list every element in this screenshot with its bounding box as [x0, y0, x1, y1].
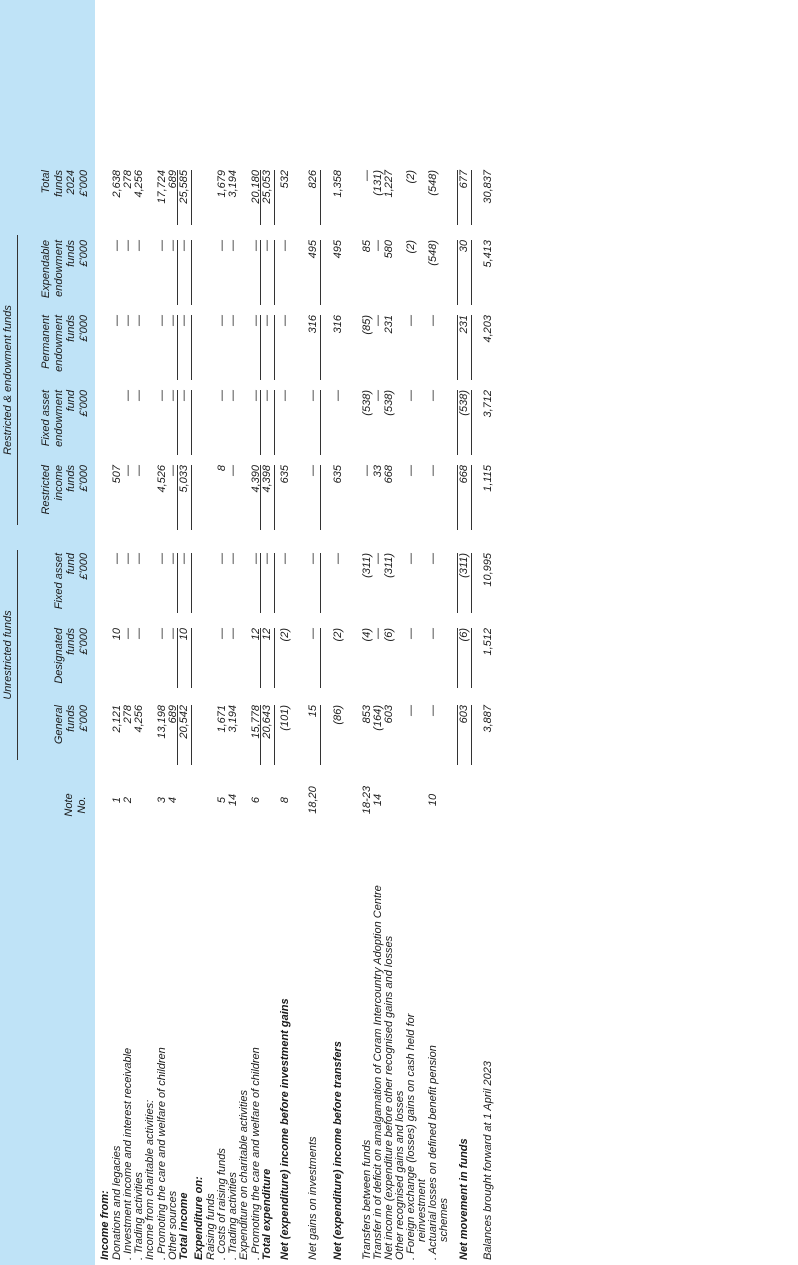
- row-cell-permanent-endowment: —: [279, 315, 291, 326]
- row-cell-total: 1,227: [383, 170, 395, 198]
- column-header-line: No.: [75, 796, 88, 814]
- row-cell-expendable-endowment: —: [111, 240, 123, 251]
- row-cell-note: 10: [427, 793, 439, 807]
- row-cell-total: 17,724: [156, 170, 168, 204]
- row-cell-permanent-endowment: —: [167, 315, 179, 326]
- row-cell-fixed-asset: —: [133, 553, 145, 564]
- row-cell-fixed-asset-endowment: —: [261, 390, 273, 401]
- total-rule: [274, 705, 275, 765]
- row-cell-expendable-endowment: 85: [361, 240, 373, 253]
- row-cell-fixed-asset-endowment: —: [227, 390, 239, 401]
- row-cell-expendable-endowment: 30: [458, 240, 470, 253]
- total-rule: [177, 705, 178, 765]
- row-label: Raising funds: [205, 1193, 217, 1260]
- row-cell-fixed-asset: —: [427, 553, 439, 564]
- total-rule: [274, 170, 275, 225]
- total-rule: [274, 240, 275, 305]
- row-cell-restricted-income: 1,115: [482, 465, 494, 492]
- row-cell-restricted-income: —: [122, 465, 134, 476]
- row-cell-fixed-asset: —: [372, 553, 384, 564]
- row-cell-general: 3,887: [482, 705, 494, 733]
- total-rule: [191, 390, 192, 455]
- row-cell-permanent-endowment: —: [427, 315, 439, 326]
- row-cell-designated: 12: [261, 628, 273, 641]
- column-header-line: £'000: [77, 553, 90, 580]
- total-rule: [274, 390, 275, 455]
- column-header-line: Restricted: [40, 465, 52, 515]
- column-header-line: funds: [52, 170, 65, 197]
- row-cell-general: 20,643: [261, 705, 273, 739]
- column-header-line: Expendable: [40, 240, 52, 299]
- row-cell-general: (86): [332, 705, 344, 725]
- row-cell-total: —: [361, 170, 373, 181]
- row-cell-fixed-asset: —: [227, 553, 239, 564]
- column-header-line: General: [52, 705, 65, 745]
- total-rule: [457, 465, 458, 530]
- row-cell-general: 15: [307, 705, 319, 718]
- column-header-note: [60, 775, 88, 835]
- row-cell-note: 2: [122, 796, 134, 804]
- row-cell-designated: —: [372, 628, 384, 639]
- row-cell-expendable-endowment: —: [372, 240, 384, 251]
- total-rule: [177, 628, 178, 688]
- total-rule: [471, 553, 472, 613]
- row-cell-general: 689: [167, 705, 179, 724]
- total-rule: [471, 628, 472, 688]
- total-rule: [177, 553, 178, 613]
- row-cell-fixed-asset: —: [167, 553, 179, 564]
- row-cell-total: 1,679: [216, 170, 228, 198]
- row-label: . Promoting the care and welfare of children: [156, 1047, 168, 1260]
- row-cell-designated: 10: [111, 628, 123, 641]
- row-cell-restricted-income: 4,390: [250, 465, 262, 493]
- row-cell-note: 14: [372, 793, 384, 807]
- row-cell-permanent-endowment: —: [178, 315, 190, 326]
- total-rule: [457, 170, 458, 225]
- total-rule: [260, 705, 261, 765]
- total-rule: [320, 628, 321, 688]
- row-cell-general: 278: [122, 705, 134, 724]
- row-cell-note: 4: [167, 796, 179, 804]
- row-label: Net (expenditure) income before transfers: [332, 1041, 344, 1260]
- row-cell-fixed-asset-endowment: —: [250, 390, 262, 401]
- row-cell-note: 5: [216, 796, 228, 804]
- row-cell-fixed-asset: —: [332, 553, 344, 564]
- row-cell-permanent-endowment: —: [250, 315, 262, 326]
- row-cell-expendable-endowment: (548): [427, 240, 439, 266]
- row-cell-note: 3: [156, 796, 168, 804]
- row-label: Total income: [178, 1192, 190, 1260]
- row-cell-restricted-income: 635: [279, 465, 291, 484]
- row-cell-permanent-endowment: —: [405, 315, 417, 326]
- row-cell-restricted-income: —: [133, 465, 145, 476]
- row-cell-total: 20,180: [250, 170, 262, 204]
- row-cell-fixed-asset-endowment: —: [405, 390, 417, 401]
- row-cell-designated: 10: [178, 628, 190, 641]
- row-cell-designated: —: [427, 628, 439, 639]
- row-cell-fixed-asset-endowment: (538): [458, 390, 470, 416]
- row-cell-fixed-asset-endowment: —: [167, 390, 179, 401]
- row-cell-designated: (6): [383, 628, 395, 642]
- row-cell-fixed-asset: (311): [458, 553, 470, 578]
- column-header-line: £'000: [77, 465, 90, 492]
- row-cell-restricted-income: —: [427, 465, 439, 476]
- row-cell-designated: —: [156, 628, 168, 639]
- column-header-line: Fixed asset: [52, 553, 65, 610]
- row-cell-general: 2,121: [111, 705, 123, 733]
- row-cell-general: 3,194: [227, 705, 239, 733]
- row-cell-designated: —: [133, 628, 145, 639]
- row-cell-total: 826: [307, 170, 319, 189]
- row-cell-expendable-endowment: —: [156, 240, 168, 251]
- total-rule: [191, 465, 192, 530]
- row-label: Transfers between funds: [361, 1139, 373, 1260]
- total-rule: [320, 705, 321, 765]
- row-cell-general: 603: [458, 705, 470, 724]
- total-rule: [457, 315, 458, 380]
- row-cell-note: 8: [279, 796, 291, 804]
- row-cell-designated: —: [122, 628, 134, 639]
- row-cell-permanent-endowment: 316: [332, 315, 344, 334]
- column-header-line: fund: [65, 390, 77, 412]
- row-cell-designated: 12: [250, 628, 262, 641]
- row-cell-expendable-endowment: 495: [332, 240, 344, 259]
- row-cell-fixed-asset-endowment: (538): [361, 390, 373, 416]
- column-header-line: £'000: [77, 628, 90, 655]
- row-cell-total: 532: [279, 170, 291, 189]
- column-header-total: [22, 170, 90, 235]
- row-cell-permanent-endowment: —: [156, 315, 168, 326]
- row-cell-expendable-endowment: —: [178, 240, 190, 251]
- total-rule: [177, 240, 178, 305]
- total-rule: [274, 465, 275, 530]
- row-cell-designated: —: [405, 628, 417, 639]
- column-header-fixed-asset: [22, 553, 90, 623]
- column-header-line: fund: [65, 553, 77, 575]
- total-rule: [320, 170, 321, 225]
- row-label: . Trading activities: [227, 1172, 239, 1260]
- row-cell-total: 689: [167, 170, 179, 189]
- row-label: Expenditure on:: [193, 1176, 205, 1260]
- row-label: Donations and legacies: [111, 1145, 123, 1260]
- row-cell-permanent-endowment: —: [133, 315, 145, 326]
- row-cell-note: 1: [111, 796, 123, 804]
- row-cell-designated: —: [216, 628, 228, 639]
- column-header-designated: [22, 628, 90, 698]
- row-cell-fixed-asset-endowment: —: [279, 390, 291, 401]
- total-rule: [457, 553, 458, 613]
- row-cell-fixed-asset-endowment: —: [427, 390, 439, 401]
- row-cell-fixed-asset: (311): [361, 553, 373, 578]
- total-rule: [191, 628, 192, 688]
- row-label: . Promoting the care and welfare of children: [250, 1047, 262, 1260]
- column-header-line: Permanent: [40, 315, 52, 369]
- row-cell-general: (101): [279, 705, 291, 731]
- column-header-line: income: [52, 465, 65, 501]
- row-cell-permanent-endowment: 231: [458, 315, 470, 334]
- row-cell-fixed-asset: —: [279, 553, 291, 564]
- total-rule: [177, 315, 178, 380]
- column-header-restricted-income: [22, 465, 90, 540]
- row-cell-total: 25,053: [261, 170, 273, 204]
- total-rule: [260, 553, 261, 613]
- column-header-line: Designated: [52, 628, 65, 684]
- row-cell-expendable-endowment: —: [261, 240, 273, 251]
- column-header-line: endowment: [52, 240, 65, 297]
- row-cell-expendable-endowment: —: [250, 240, 262, 251]
- row-cell-designated: (4): [361, 628, 373, 642]
- row-cell-expendable-endowment: 495: [307, 240, 319, 259]
- row-cell-designated: —: [227, 628, 239, 639]
- row-cell-expendable-endowment: —: [279, 240, 291, 251]
- row-cell-fixed-asset-endowment: —: [307, 390, 319, 401]
- column-header-permanent-endowment: [22, 315, 90, 390]
- row-label: Total expenditure: [261, 1168, 273, 1260]
- row-cell-general: 15,778: [250, 705, 262, 739]
- row-cell-designated: —: [167, 628, 179, 639]
- row-cell-restricted-income: —: [167, 465, 179, 476]
- total-rule: [191, 315, 192, 380]
- row-label: Other sources: [167, 1190, 179, 1260]
- row-cell-restricted-income: —: [227, 465, 239, 476]
- total-rule: [457, 240, 458, 305]
- row-cell-fixed-asset: —: [405, 553, 417, 564]
- row-cell-fixed-asset-endowment: —: [133, 390, 145, 401]
- total-rule: [260, 390, 261, 455]
- row-cell-general: 20,542: [178, 705, 190, 739]
- row-cell-expendable-endowment: (2): [405, 240, 417, 254]
- total-rule: [177, 390, 178, 455]
- row-cell-restricted-income: 5,033: [178, 465, 190, 493]
- row-label: . Investment income and interest receivable: [122, 1047, 134, 1260]
- row-cell-restricted-income: 668: [458, 465, 470, 484]
- row-cell-permanent-endowment: —: [227, 315, 239, 326]
- row-cell-total: 677: [458, 170, 470, 189]
- column-header-line: funds: [65, 465, 77, 492]
- row-cell-general: (164): [372, 705, 384, 731]
- row-cell-total: 3,194: [227, 170, 239, 198]
- row-cell-restricted-income: 4,398: [261, 465, 273, 493]
- row-cell-expendable-endowment: 580: [383, 240, 395, 259]
- column-header-line: £'000: [77, 315, 90, 342]
- total-rule: [457, 628, 458, 688]
- row-cell-fixed-asset: —: [261, 553, 273, 564]
- row-cell-note: 18,20: [307, 786, 319, 814]
- row-cell-restricted-income: —: [405, 465, 417, 476]
- row-cell-fixed-asset: —: [178, 553, 190, 564]
- row-cell-designated: (2): [332, 628, 344, 642]
- row-cell-expendable-endowment: —: [227, 240, 239, 251]
- column-header-line: funds: [65, 705, 77, 732]
- row-cell-fixed-asset: —: [250, 553, 262, 564]
- row-cell-expendable-endowment: —: [133, 240, 145, 251]
- total-rule: [320, 240, 321, 305]
- row-cell-fixed-asset-endowment: —: [332, 390, 344, 401]
- row-cell-fixed-asset: (311): [383, 553, 395, 578]
- total-rule: [471, 170, 472, 225]
- total-rule: [457, 390, 458, 455]
- total-rule: [260, 465, 261, 530]
- column-header-line: £'000: [77, 170, 90, 197]
- row-cell-restricted-income: 635: [332, 465, 344, 484]
- row-cell-designated: 1,512: [482, 628, 494, 656]
- row-cell-general: 1,671: [216, 705, 228, 733]
- column-header-line: Total: [40, 170, 52, 194]
- row-cell-total: 1,358: [332, 170, 344, 198]
- total-rule: [177, 465, 178, 530]
- row-label: Net movement in funds: [458, 1138, 470, 1260]
- row-cell-restricted-income: 507: [111, 465, 123, 484]
- total-rule: [177, 170, 178, 225]
- row-cell-designated: —: [307, 628, 319, 639]
- row-label: schemes: [438, 1197, 450, 1242]
- row-cell-fixed-asset: —: [307, 553, 319, 564]
- row-label: reinvestment: [416, 1179, 428, 1242]
- row-label: Other recognised gains and losses: [394, 1090, 406, 1260]
- total-rule: [320, 315, 321, 380]
- row-cell-total: (131): [372, 170, 384, 196]
- row-cell-fixed-asset: —: [122, 553, 134, 564]
- row-cell-general: 603: [383, 705, 395, 724]
- row-cell-fixed-asset: 10,995: [482, 553, 494, 587]
- row-label: Net (expenditure) income before investment gains: [279, 998, 291, 1260]
- total-rule: [320, 465, 321, 530]
- total-rule: [320, 390, 321, 455]
- row-label: Income from:: [99, 1190, 111, 1260]
- row-label: Transfer in of deficit on amalgamation of Coram Intercountry Adoption Centre: [372, 885, 384, 1260]
- row-cell-permanent-endowment: 231: [383, 315, 395, 334]
- row-label: . Foreign exchange (losses) gains on cash held for: [405, 1013, 417, 1260]
- row-label: Net income (expenditure before other recognised gains and losses: [383, 935, 395, 1260]
- column-header-line: £'000: [77, 705, 90, 732]
- row-cell-permanent-endowment: —: [216, 315, 228, 326]
- row-cell-general: —: [427, 705, 439, 716]
- row-cell-fixed-asset: —: [216, 553, 228, 564]
- total-rule: [260, 240, 261, 305]
- row-cell-permanent-endowment: 4,203: [482, 315, 494, 343]
- row-cell-general: —: [405, 705, 417, 716]
- total-rule: [191, 553, 192, 613]
- total-rule: [471, 465, 472, 530]
- row-cell-fixed-asset: —: [156, 553, 168, 564]
- column-header-line: Note: [63, 793, 75, 817]
- total-rule: [320, 553, 321, 613]
- group-restricted-rule: [17, 235, 18, 525]
- row-cell-expendable-endowment: 5,413: [482, 240, 494, 268]
- row-cell-designated: (2): [279, 628, 291, 642]
- group-restricted: Restricted & endowment funds: [2, 305, 14, 455]
- row-cell-fixed-asset-endowment: —: [372, 390, 384, 401]
- row-cell-fixed-asset: —: [111, 553, 123, 564]
- column-header-line: funds: [65, 240, 77, 267]
- row-cell-note: 6: [250, 796, 262, 804]
- row-label: Balances brought forward at 1 April 2023: [482, 1061, 494, 1260]
- column-header-line: endowment: [52, 390, 65, 447]
- row-cell-permanent-endowment: —: [261, 315, 273, 326]
- row-cell-total: 25,585: [178, 170, 190, 204]
- column-header-line: 2024: [65, 170, 77, 195]
- total-rule: [471, 240, 472, 305]
- total-rule: [191, 240, 192, 305]
- row-cell-total: 2,638: [111, 170, 123, 198]
- row-label: . Trading activities: [133, 1172, 145, 1260]
- row-label: Income from charitable activities:: [144, 1099, 156, 1260]
- row-cell-expendable-endowment: —: [167, 240, 179, 251]
- row-cell-total: (548): [427, 170, 439, 196]
- row-cell-permanent-endowment: —: [111, 315, 123, 326]
- total-rule: [191, 705, 192, 765]
- column-header-line: funds: [65, 628, 77, 655]
- row-cell-fixed-asset-endowment: —: [178, 390, 190, 401]
- group-unrestricted: Unrestricted funds: [2, 610, 14, 700]
- row-label: Net gains on investments: [307, 1136, 319, 1260]
- total-rule: [457, 705, 458, 765]
- row-label: Expenditure on charitable activities: [238, 1090, 250, 1260]
- total-rule: [274, 315, 275, 380]
- row-cell-permanent-endowment: —: [372, 315, 384, 326]
- total-rule: [260, 170, 261, 225]
- total-rule: [471, 315, 472, 380]
- row-cell-permanent-endowment: 316: [307, 315, 319, 334]
- row-cell-expendable-endowment: —: [216, 240, 228, 251]
- row-cell-restricted-income: —: [361, 465, 373, 476]
- column-header-line: £'000: [77, 390, 90, 417]
- group-unrestricted-rule: [17, 550, 18, 760]
- row-cell-fixed-asset-endowment: —: [216, 390, 228, 401]
- total-rule: [471, 390, 472, 455]
- row-cell-fixed-asset-endowment: (538): [383, 390, 395, 416]
- row-cell-total: 278: [122, 170, 134, 189]
- row-cell-permanent-endowment: —: [122, 315, 134, 326]
- column-header-line: endowment: [52, 315, 65, 372]
- row-cell-general: 13,198: [156, 705, 168, 739]
- total-rule: [274, 553, 275, 613]
- row-cell-restricted-income: —: [307, 465, 319, 476]
- column-header-general: [22, 705, 90, 775]
- total-rule: [274, 628, 275, 688]
- row-cell-total: 30,837: [482, 170, 494, 204]
- column-header-expendable-endowment: [22, 240, 90, 315]
- column-header-line: funds: [65, 315, 77, 342]
- column-header-line: £'000: [77, 240, 90, 267]
- row-cell-designated: (6): [458, 628, 470, 642]
- row-cell-restricted-income: 668: [383, 465, 395, 484]
- total-rule: [471, 705, 472, 765]
- row-label: . Costs of raising funds: [216, 1148, 228, 1260]
- total-rule: [191, 170, 192, 225]
- row-cell-total: (2): [405, 170, 417, 184]
- row-cell-general: 4,256: [133, 705, 145, 733]
- row-cell-expendable-endowment: —: [122, 240, 134, 251]
- column-header-line: Fixed asset: [40, 390, 52, 447]
- row-cell-restricted-income: 8: [216, 465, 228, 472]
- row-cell-fixed-asset-endowment: —: [156, 390, 168, 401]
- total-rule: [260, 315, 261, 380]
- column-header-fixed-asset-endowment: [22, 390, 90, 465]
- row-cell-fixed-asset-endowment: 3,712: [482, 390, 494, 418]
- row-cell-general: 853: [361, 705, 373, 724]
- row-cell-restricted-income: 33: [372, 465, 384, 478]
- row-cell-note: 18-23: [361, 785, 373, 815]
- row-cell-fixed-asset-endowment: —: [122, 390, 134, 401]
- row-cell-restricted-income: 4,526: [156, 465, 168, 493]
- total-rule: [260, 628, 261, 688]
- row-cell-permanent-endowment: (85): [361, 315, 373, 335]
- row-cell-note: 14: [227, 793, 239, 807]
- row-cell-total: 4,256: [133, 170, 145, 198]
- row-label: . Actuarial losses on defined benefit pension: [427, 1045, 439, 1260]
